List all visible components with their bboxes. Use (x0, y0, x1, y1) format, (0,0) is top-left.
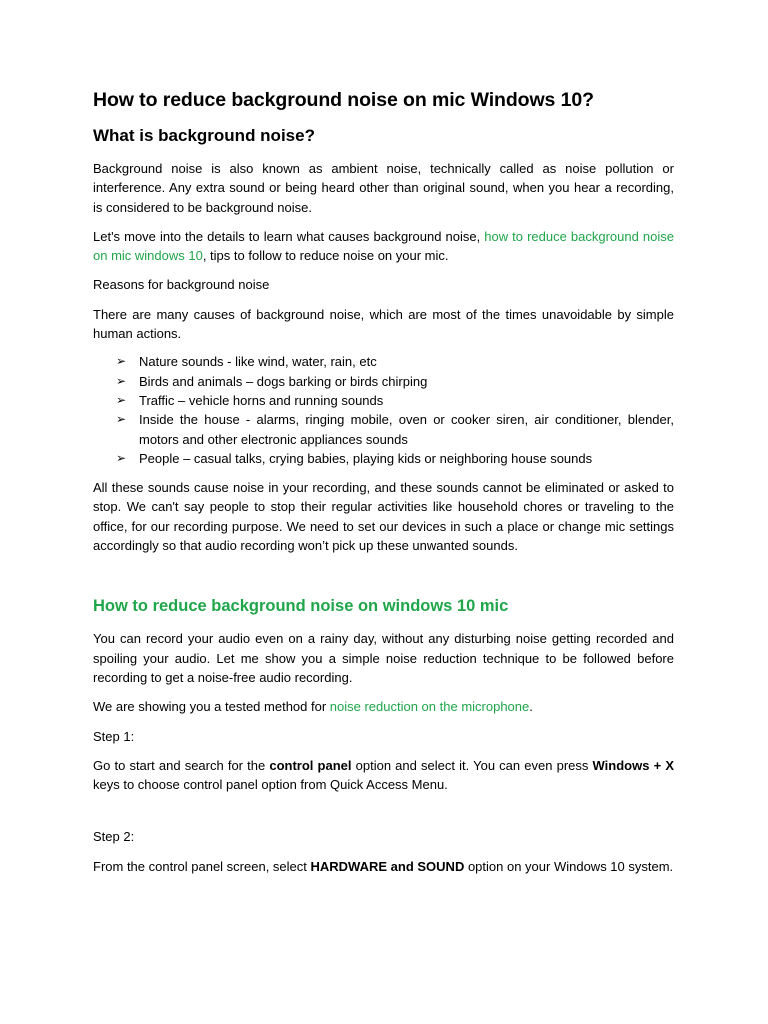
text-run: option on your Windows 10 system. (464, 858, 674, 874)
list-item-text: Birds and animals – dogs barking or birds chirping (139, 373, 428, 389)
step-2-label: Step 2: (93, 829, 135, 845)
text-run: From the control panel screen, select (93, 858, 311, 874)
list-item-text: Nature sounds - like wind, water, rain, etc (139, 354, 377, 370)
paragraph-tested-method (93, 697, 674, 716)
list-item (116, 352, 674, 371)
text-bold: Windows + X (592, 757, 674, 773)
paragraph-rainy-day: You can record your audio even on a rainy day, without any disturbing noise getting recorded and spoiling your audio. Let me show you a simple noise reduction technique to be followed before recording to get a noise-free audio recording. (93, 631, 674, 685)
list-item-text: Traffic – vehicle horns and running sounds (139, 392, 384, 408)
step-1-text (93, 756, 674, 795)
text-run: Go to start and search for the (93, 757, 270, 773)
list-item (116, 449, 674, 468)
list-item (116, 391, 674, 410)
section-heading-what-is-noise: What is background noise? (93, 126, 315, 145)
document-title: How to reduce background noise on mic Windows 10? (93, 89, 594, 111)
paragraph-reasons-label: Reasons for background noise (93, 277, 270, 293)
step-2-text (93, 857, 674, 876)
link-reduce-noise-mic[interactable]: how to reduce background noise on mic windows 10 (93, 228, 675, 264)
arrowhead-icon: ➢ (116, 450, 127, 465)
text-run: keys to choose control panel option from Quick Access Menu. (93, 777, 448, 793)
text-run: , tips to follow to reduce noise on your mic. (202, 248, 449, 264)
causes-list (93, 352, 674, 468)
arrowhead-icon: ➢ (116, 373, 127, 388)
text-run: . (529, 699, 533, 715)
arrowhead-icon: ➢ (116, 354, 127, 369)
paragraph-summary: All these sounds cause noise in your recording, and these sounds cannot be eliminated or asked to stop. We can't say people to stop their regular activities like household chores or traveling to the office, for our recording purpose. We need to set our devices in such a place or change mic settings accordingly so that audio recording won’t pick up these unwanted sounds. (93, 480, 674, 554)
section-heading-how-to-reduce: How to reduce background noise on windows 10 mic (93, 597, 509, 616)
step-1-label: Step 1: (93, 728, 135, 744)
document-page (93, 86, 674, 876)
text-run: We are showing you a tested method for (93, 699, 330, 715)
arrowhead-icon: ➢ (116, 412, 127, 427)
arrowhead-icon: ➢ (116, 392, 127, 407)
list-item (116, 372, 674, 391)
paragraph-intro (93, 227, 674, 266)
paragraph-definition: Background noise is also known as ambient noise, technically called as noise pollution or interference. Any extra sound or being heard other than original sound, when you hear a recording, is considered to be background noise. (93, 161, 674, 215)
text-bold: HARDWARE and SOUND (310, 858, 465, 874)
list-item-text: People – casual talks, crying babies, playing kids or neighboring house sounds (139, 450, 593, 466)
list-item-text: Inside the house - alarms, ringing mobile, oven or cooker siren, air conditioner, blender, motors and other electronic appliances sounds (139, 412, 674, 447)
paragraph-causes: There are many causes of background noise, which are most of the times unavoidable by simple human actions. (93, 306, 674, 342)
link-noise-reduction-microphone[interactable]: noise reduction on the microphone (329, 699, 530, 715)
list-item (116, 410, 674, 449)
text-bold: control panel (269, 757, 352, 773)
text-run: Let's move into the details to learn what causes background noise, (93, 228, 485, 244)
text-run: option and select it. You can even press (351, 757, 593, 773)
